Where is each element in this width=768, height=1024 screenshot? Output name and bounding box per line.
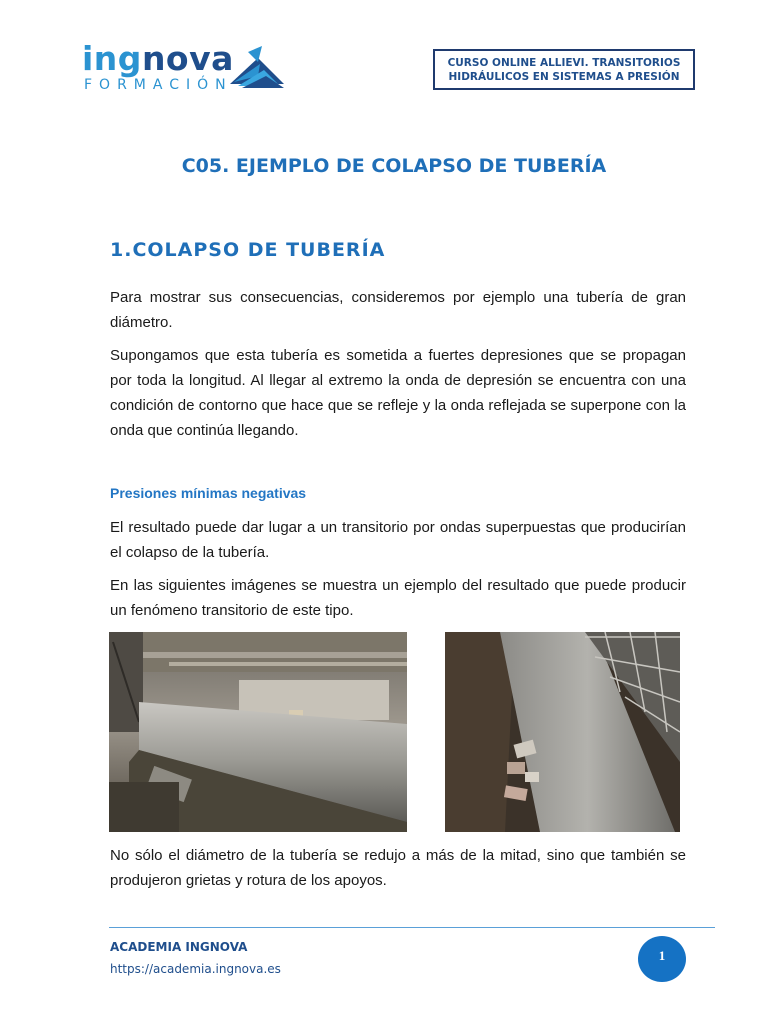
footer-academy-name: ACADEMIA INGNOVA [110,940,248,954]
subheading: Presiones mínimas negativas [110,485,307,501]
paragraph-1: Para mostrar sus consecuencias, consideremos por ejemplo una tubería de gran diámetro. [110,289,686,331]
footer-divider [109,927,715,928]
paragraph-3: El resultado puede dar lugar a un transitorio por ondas superpuestas que producirían el colapso de la tubería. [110,519,686,561]
logo-book-icon [228,44,286,90]
course-title-box [433,49,695,90]
footer-url-link[interactable]: https://academia.ingnova.es [110,962,281,976]
section-heading: 1.COLAPSO DE TUBERÍA [110,239,386,261]
paragraph-4: En las siguientes imágenes se muestra un ejemplo del resultado que puede producir un fenómeno transitorio de este tipo. [110,577,686,619]
logo-ing-text: ing [82,39,142,78]
page-number-badge: 1 [638,936,686,982]
course-line-1: CURSO ONLINE ALLIEVI. TRANSITORIOS [447,56,681,69]
pipe-closeup-photo [445,632,680,832]
course-line-2: HIDRÁULICOS EN SISTEMAS A PRESIÓN [448,70,680,83]
logo-subtitle: FORMACIÓN [84,77,233,93]
ingnova-logo-wordmark [82,39,234,78]
document-title: C05. EJEMPLO DE COLAPSO DE TUBERÍA [181,155,607,177]
paragraph-2: Supongamos que esta tubería es sometida a fuertes depresiones que se propagan por toda la longitud. Al llegar al extremo la onda de depresión se encuentra con una condición de contorno que hace que se refleje y la onda reflejada se superpone con la onda que continúa llegando. [110,347,686,439]
photo-caption-paragraph: No sólo el diámetro de la tubería se redujo a más de la mitad, sino que también se produjeron grietas y rotura de los apoyos. [110,847,686,889]
logo-nova-text: nova [141,39,234,78]
pipe-hall-photo [109,632,407,832]
